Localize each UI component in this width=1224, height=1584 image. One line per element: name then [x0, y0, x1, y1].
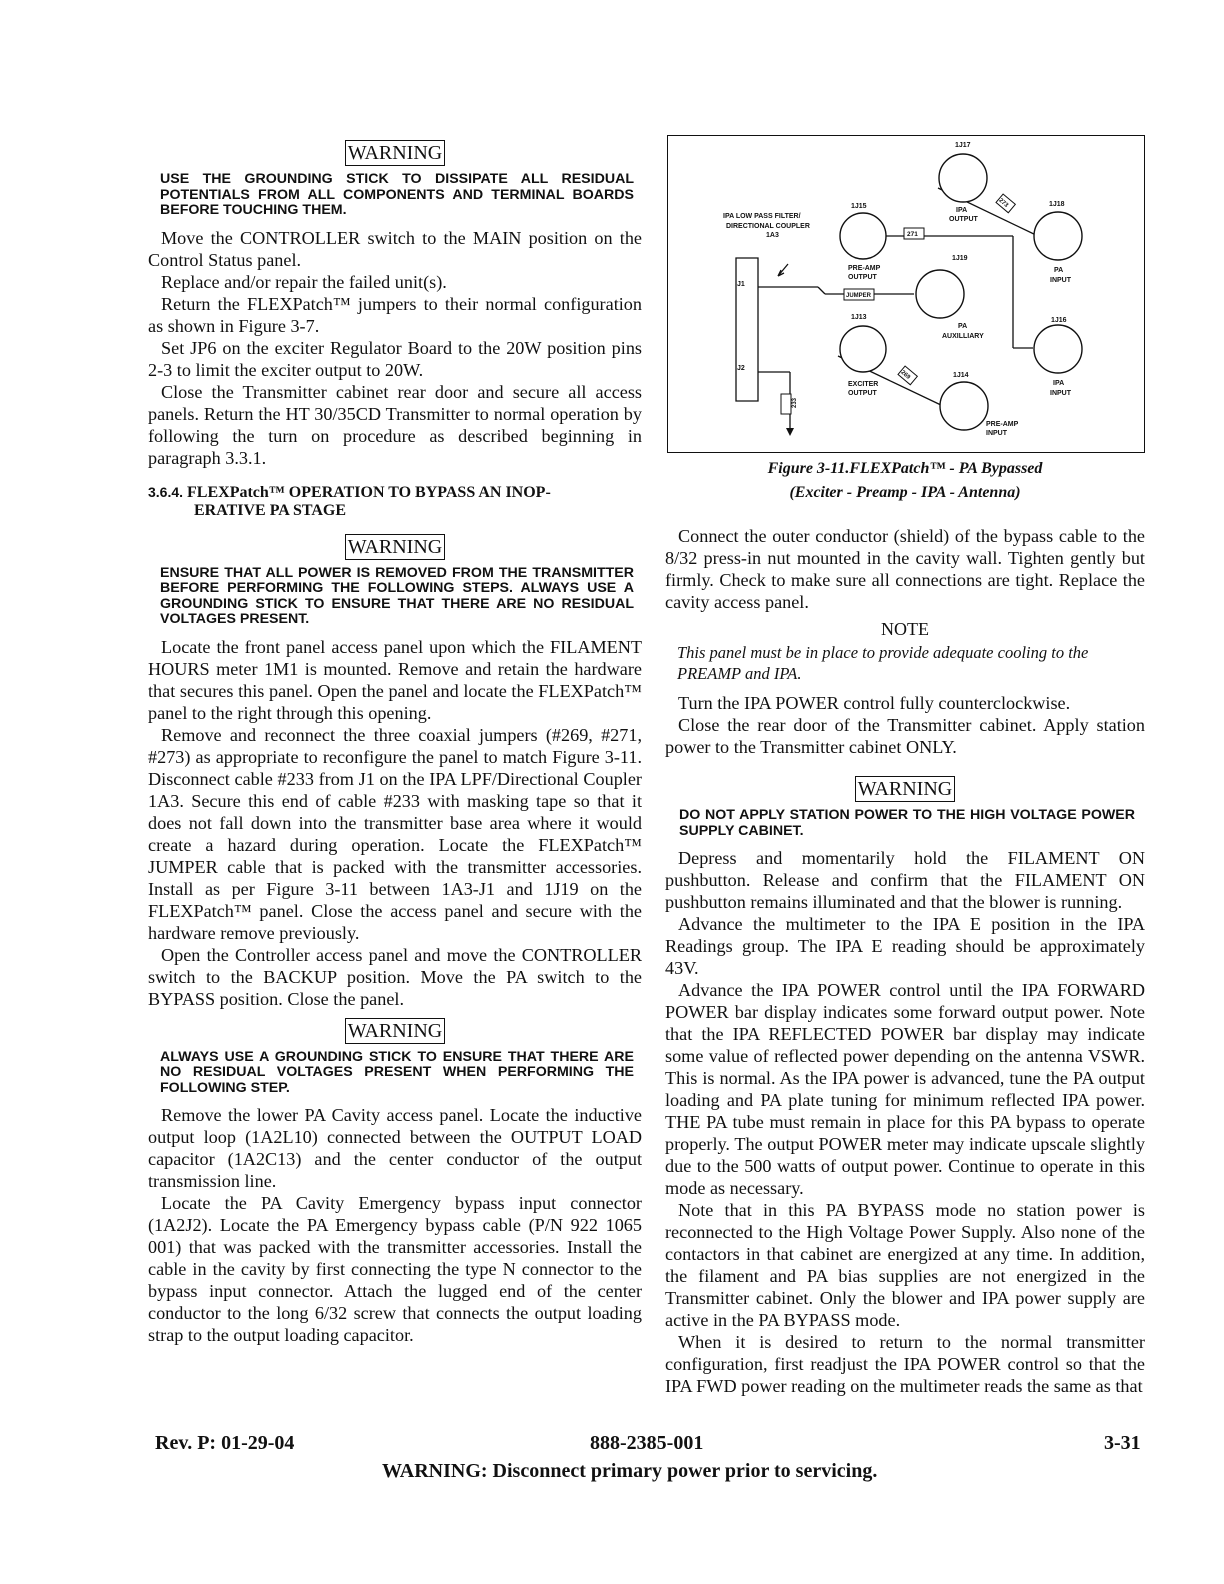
label-j2: J2	[737, 365, 745, 372]
paragraph: Close the rear door of the Transmitter cabinet. Apply station power to the Transmitter cabinet ONLY.	[665, 715, 1145, 757]
paragraph: Locate the front panel access panel upon which the FILAMENT HOURS meter 1M1 is mounted. Remove and retain the hardware that secures this panel. Open the panel and locate the FLEXPatch™ panel to the right through this opening.	[148, 636, 642, 723]
warning-text-3: ALWAYS USE A GROUNDING STICK TO ENSURE THAT THERE ARE NO RESIDUAL VOLTAGES PRESENT WHEN PERFORMING THE FOLLOWING STEP.	[160, 1048, 634, 1096]
jack-1j16	[1034, 325, 1082, 373]
paragraph: Set JP6 on the exciter Regulator Board to the 20W position pins 2-3 to limit the exciter output to 20W.	[148, 337, 642, 380]
section-heading: 3.6.4. FLEXPatch™ OPERATION TO BYPASS AN INOP- ERATIVE PA STAGE	[148, 483, 551, 519]
right-column	[665, 135, 1145, 1397]
label-1j15: 1J15	[851, 203, 867, 210]
label-271: 271	[907, 231, 918, 238]
cable-233-tag	[781, 394, 791, 414]
label-1j18: 1J18	[1049, 201, 1065, 208]
paragraph: Return the FLEXPatch™ jumpers to their normal configuration as shown in Figure 3-7.	[148, 293, 642, 336]
label-preamp-input: PRE-AMP	[986, 421, 1019, 428]
paragraph: Replace and/or repair the failed unit(s).	[161, 271, 447, 292]
paragraph: Note that in this PA BYPASS mode no station power is reconnected to the High Voltage Power Supply. Also none of the contactors in that cabinet are energized at any time. In addition, the filament and PA bias supplies are not energized in the Transmitter cabinet. Only the blower and IPA power supply are active in the PA BYPASS mode.	[665, 1200, 1145, 1330]
label-269: 269	[899, 369, 911, 381]
label-coupler-1: IPA LOW PASS FILTER/	[723, 213, 801, 220]
label-ipa-output: IPA	[956, 207, 968, 214]
paragraph: Locate the PA Cavity Emergency bypass input connector (1A2J2). Locate the PA Emergency bypass cable (P/N 922 1065 001) that was packed with the transmitter accessories. Install the cable in the cavity by first connecting the type N connector to the bypass input connector. Attach the lugged end of the center conductor to the long 6/32 screw that connects the output loading strap to the output loading capacitor.	[148, 1193, 642, 1345]
svg-text:INPUT: INPUT	[986, 430, 1007, 437]
footer-page-number: 3-31	[1104, 1432, 1141, 1454]
jack-1j13	[840, 326, 886, 372]
label-pa-input: PA	[1054, 267, 1064, 274]
paragraph: Remove the lower PA Cavity access panel. Locate the inductive output loop (1A2L10) connected between the OUTPUT LOAD capacitor (1A2C13) and the center conductor of the output transmission line.	[148, 1105, 642, 1191]
jack-1j19	[916, 270, 964, 318]
paragraph: Open the Controller access panel and move the CONTROLLER switch to the BACKUP position. Move the PA switch to the BYPASS position. Close the panel.	[148, 944, 642, 1009]
label-1j17: 1J17	[955, 142, 971, 149]
footer-part-number: 888-2385-001	[590, 1432, 704, 1454]
paragraph: Depress and momentarily hold the FILAMENT ON pushbutton. Release and confirm that the FILAMENT ON pushbutton remains illuminated and that the blower is running.	[665, 848, 1145, 912]
flexpatch-diagram	[667, 135, 1145, 453]
coupler-block	[736, 258, 758, 401]
label-j1: J1	[737, 281, 745, 288]
footer-revision: Rev. P: 01-29-04	[155, 1432, 295, 1454]
paragraph: Remove and reconnect the three coaxial jumpers (#269, #271, #273) as appropriate to reconfigure the panel to match Figure 3-11. Disconnect cable #233 from J1 on the IPA LPF/Directional Coupler 1A3. Secure this end of cable #233 with masking tape so that it does not fall down into the transmitter base area where it would create a hazard during operation. Locate the FLEXPatch™ JUMPER cable that is packed with the transmitter accessories. Install as per Figure 3-11 between 1A3-J1 and 1J19 on the FLEXPatch™ panel. Close the access panel and secure with the hardware remove previously.	[148, 724, 642, 943]
left-column	[148, 140, 642, 1346]
warning-box-1: WARNING	[148, 140, 642, 166]
label-233: 233	[792, 397, 798, 408]
paragraph: Advance the IPA POWER control until the IPA FORWARD POWER bar display indicates some forward output power. Note that the IPA REFLECTED POWER bar display may indicate some value of reflected power depending on the antenna VSWR. This is normal. As the IPA power is advanced, tune the PA output loading and PA plate tuning for minimum reflected IPA power. THE PA tube must remain in place for this PA bypass to operate properly. The output POWER meter may indicate upscale slightly due to the 500 watts of output power. Continue to operate in this mode as necessary.	[665, 980, 1145, 1198]
note-heading: NOTE	[881, 619, 929, 639]
svg-text:OUTPUT: OUTPUT	[848, 390, 877, 397]
label-exciter-output: EXCITER	[848, 381, 879, 388]
warning-box-2: WARNING	[148, 534, 642, 560]
label-jumper: JUMPER	[846, 293, 872, 299]
jack-1j15	[840, 213, 886, 259]
paragraph: Turn the IPA POWER control fully counterclockwise.	[678, 693, 1071, 713]
svg-text:INPUT: INPUT	[1050, 390, 1071, 397]
paragraph: Advance the multimeter to the IPA E position in the IPA Readings group. The IPA E reading should be approximately 43V.	[665, 914, 1145, 978]
svg-text:OUTPUT: OUTPUT	[949, 216, 978, 223]
paragraph: Connect the outer conductor (shield) of the bypass cable to the 8/32 press-in nut mounted in the cavity wall. Tighten gently but firmly. Check to make sure all connections are tight. Replace the cavity access panel.	[665, 526, 1145, 612]
paragraph: When it is desired to return to the normal transmitter configuration, first readjust the IPA POWER control so that the IPA FWD power reading on the multimeter reads the same as that	[665, 1332, 1145, 1396]
label-coupler-2: DIRECTIONAL COUPLER	[726, 223, 810, 230]
jack-1j17	[939, 154, 987, 202]
label-1j13: 1J13	[851, 314, 867, 321]
warning-box-3: WARNING	[148, 1018, 642, 1044]
label-1j19: 1J19	[952, 255, 968, 262]
warning-text-1: USE THE GROUNDING STICK TO DISSIPATE ALL RESIDUAL POTENTIALS FROM ALL COMPONENTS AND TERMINAL BOARDS BEFORE TOUCHING THEM.	[160, 171, 634, 218]
label-1j16: 1J16	[1051, 317, 1067, 324]
paragraph: Move the CONTROLLER switch to the MAIN position on the Control Status panel.	[148, 227, 642, 270]
label-coupler-3: 1A3	[766, 232, 779, 239]
jack-1j14	[940, 382, 988, 430]
svg-text:INPUT: INPUT	[1050, 277, 1071, 284]
footer-warning: WARNING: Disconnect primary power prior to servicing.	[382, 1460, 878, 1482]
figure-caption: Figure 3-11.FLEXPatch™ - PA Bypassed (Exciter - Preamp - IPA - Antenna)	[767, 460, 1043, 501]
jack-1j18	[1034, 212, 1082, 260]
label-273: 273	[997, 197, 1009, 209]
svg-text:AUXILLIARY: AUXILLIARY	[942, 333, 984, 340]
paragraph: Close the Transmitter cabinet rear door and secure all access panels. Return the HT 30/35CD Transmitter to normal operation by following the turn on procedure as described beginning in paragraph 3.3.1.	[148, 381, 642, 468]
warning-box-4: WARNING	[665, 776, 1145, 802]
label-pa-auxiliary: PA	[958, 323, 968, 330]
label-ipa-input: IPA	[1053, 380, 1065, 387]
warning-text-4: DO NOT APPLY STATION POWER TO THE HIGH VOLTAGE POWER SUPPLY CABINET.	[679, 807, 1135, 839]
label-1j14: 1J14	[953, 372, 969, 379]
warning-text-2: ENSURE THAT ALL POWER IS REMOVED FROM THE TRANSMITTER BEFORE PERFORMING THE FOLLOWING STEPS. ALWAYS USE A GROUNDING STICK TO ENSURE THAT THERE ARE NO RESIDUAL VOLTAGES PRESENT.	[160, 564, 634, 627]
svg-text:OUTPUT: OUTPUT	[848, 274, 877, 281]
note-text: This panel must be in place to provide adequate cooling to the PREAMP and IPA.	[677, 643, 1089, 683]
label-preamp-output: PRE-AMP	[848, 265, 881, 272]
